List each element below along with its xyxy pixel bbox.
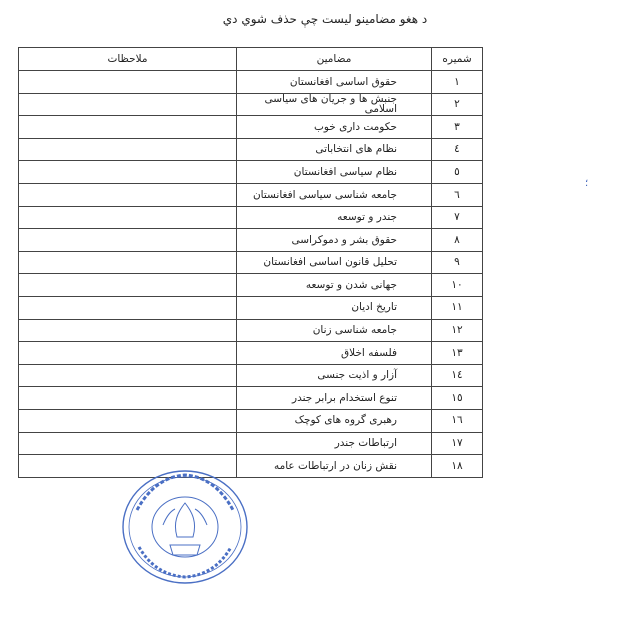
row-subject: حقوق اساسی افغانستان bbox=[237, 71, 432, 94]
row-number: ٩ bbox=[432, 251, 483, 274]
table-row bbox=[19, 319, 483, 342]
row-notes bbox=[19, 364, 237, 387]
row-notes bbox=[19, 342, 237, 365]
row-notes bbox=[19, 274, 237, 297]
official-seal bbox=[115, 465, 255, 590]
page-title: د هغو مضامینو لیست چې حذف شوي دي bbox=[222, 12, 428, 26]
row-notes bbox=[19, 387, 237, 410]
margin-mark: ؛ bbox=[585, 178, 589, 189]
row-number: ٦ bbox=[432, 183, 483, 206]
row-number: ٨ bbox=[432, 229, 483, 252]
row-subject: تنوع استخدام برابر جندر bbox=[237, 387, 432, 410]
row-subject: نظام سیاسی افغانستان bbox=[237, 161, 432, 184]
row-notes bbox=[19, 319, 237, 342]
row-notes bbox=[19, 409, 237, 432]
table-row bbox=[19, 296, 483, 319]
table-row bbox=[19, 342, 483, 365]
table-row bbox=[19, 93, 483, 116]
table-row bbox=[19, 229, 483, 252]
table-row bbox=[19, 432, 483, 455]
row-notes bbox=[19, 93, 237, 116]
row-notes bbox=[19, 229, 237, 252]
table-row bbox=[19, 206, 483, 229]
row-subject: حقوق بشر و دموکراسی bbox=[237, 229, 432, 252]
row-notes bbox=[19, 71, 237, 94]
header-number: شمیره bbox=[432, 48, 483, 71]
table-header-row bbox=[19, 48, 483, 71]
table-row bbox=[19, 364, 483, 387]
header-subject: مضامین bbox=[237, 48, 432, 71]
row-number: ٤ bbox=[432, 138, 483, 161]
row-subject: نقش زنان در ارتباطات عامه bbox=[237, 455, 432, 478]
table-row bbox=[19, 387, 483, 410]
row-notes bbox=[19, 183, 237, 206]
row-number: ١٦ bbox=[432, 409, 483, 432]
row-subject: رهبری گروه های کوچک bbox=[237, 409, 432, 432]
row-number: ١٤ bbox=[432, 364, 483, 387]
row-subject: تحلیل قانون اساسی افغانستان bbox=[237, 251, 432, 274]
row-notes bbox=[19, 251, 237, 274]
table-row bbox=[19, 274, 483, 297]
table-row bbox=[19, 161, 483, 184]
row-number: ١٨ bbox=[432, 455, 483, 478]
row-number: ٣ bbox=[432, 116, 483, 139]
row-subject: جنبش ها و جریان های سیاسی اسلامی bbox=[237, 93, 432, 116]
table-row bbox=[19, 138, 483, 161]
row-subject: جندر و توسعه bbox=[237, 206, 432, 229]
row-subject: حکومت داری خوب bbox=[237, 116, 432, 139]
row-subject: جهانی شدن و توسعه bbox=[237, 274, 432, 297]
row-subject: آزار و اذیت جنسی bbox=[237, 364, 432, 387]
row-number: ٧ bbox=[432, 206, 483, 229]
row-subject: نظام های انتخاباتی bbox=[237, 138, 432, 161]
table-row bbox=[19, 409, 483, 432]
table-row bbox=[19, 116, 483, 139]
row-number: ١١ bbox=[432, 296, 483, 319]
subjects-table bbox=[18, 47, 483, 478]
row-number: ١ bbox=[432, 71, 483, 94]
row-number: ١٠ bbox=[432, 274, 483, 297]
row-notes bbox=[19, 161, 237, 184]
row-number: ١٢ bbox=[432, 319, 483, 342]
row-number: ١٥ bbox=[432, 387, 483, 410]
row-subject: ارتباطات جندر bbox=[237, 432, 432, 455]
row-number: ٥ bbox=[432, 161, 483, 184]
row-number: ٢ bbox=[432, 93, 483, 116]
row-subject: تاریخ ادیان bbox=[237, 296, 432, 319]
row-number: ١٣ bbox=[432, 342, 483, 365]
row-subject: جامعه شناسی سیاسی افغانستان bbox=[237, 183, 432, 206]
row-number: ١٧ bbox=[432, 432, 483, 455]
row-notes bbox=[19, 296, 237, 319]
row-subject: جامعه شناسی زنان bbox=[237, 319, 432, 342]
row-subject: فلسفه اخلاق bbox=[237, 342, 432, 365]
row-notes bbox=[19, 206, 237, 229]
row-notes bbox=[19, 432, 237, 455]
header-notes: ملاحظات bbox=[19, 48, 237, 71]
row-notes bbox=[19, 138, 237, 161]
row-notes bbox=[19, 116, 237, 139]
table-row bbox=[19, 251, 483, 274]
table-row bbox=[19, 183, 483, 206]
table-row bbox=[19, 71, 483, 94]
